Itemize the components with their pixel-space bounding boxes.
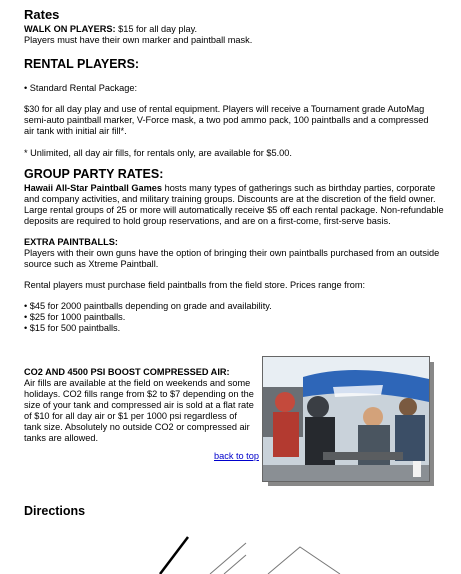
group-description-text: hosts many types of gatherings such as birthday parties, corporate and company activities, and military training groups. Discounts are at the discretion of the field owner. Large rental groups of 25 or more will automatically receive $5 off each rental package. Non-refundable deposits are required to hold group reservations, and are on a first-come, first-serve basis. — [24, 183, 444, 226]
group-heading: GROUP PARTY RATES: — [24, 167, 164, 181]
directions-heading: Directions — [24, 504, 86, 518]
walk-on-label: WALK ON PLAYERS: — [24, 24, 116, 34]
extra-heading: EXTRA PAINTBALLS: — [24, 237, 118, 247]
extra-paintballs-section — [24, 237, 444, 270]
walk-on-price: $15 for all day play. — [115, 24, 198, 34]
list-item: • $45 for 2000 paintballs depending on grade and availability. — [24, 301, 272, 311]
co2-description: Air fills are available at the field on weekends and some holidays. CO2 fills range from $2 to $7 depending on the size of your tank and compressed air is sold at a flat rate of $10 for all day air or $1 per 1000 psi regardless of tank size. Absolutely no outside CO2 or compressed air tanks are allowed. — [24, 378, 254, 443]
list-item: • $25 for 1000 paintballs. — [24, 312, 126, 322]
rental-description: $30 for all day play and use of rental equipment. Players will receive a Tournament grade AutoMag semi-auto paintball marker, V-Force mask, a two pod ammo pack, 100 paintballs and a compressed air tank with initial air fill*. — [24, 104, 429, 136]
list-item: • $15 for 500 paintballs. — [24, 323, 121, 333]
group-description — [24, 183, 444, 227]
photo-illustration — [263, 357, 429, 481]
rates-heading: Rates — [24, 7, 60, 22]
walk-on-note: Players must have their own marker and paintball mask. — [24, 35, 253, 45]
rental-note: * Unlimited, all day air fills, for rentals only, are available for $5.00. — [24, 148, 292, 158]
photo-image — [262, 356, 430, 482]
price-list — [24, 301, 272, 334]
paintball-players-photo — [262, 356, 434, 486]
back-to-top-link[interactable]: back to top — [214, 451, 259, 461]
co2-section — [24, 367, 256, 444]
rental-purchase-note: Rental players must purchase field paintballs from the field store. Prices range from: — [24, 280, 366, 290]
company-name: Hawaii All-Star Paintball Games — [24, 183, 163, 193]
walk-on-section — [24, 24, 444, 46]
co2-heading: CO2 AND 4500 PSI BOOST COMPRESSED AIR: — [24, 367, 230, 377]
rental-package: • Standard Rental Package: — [24, 83, 138, 93]
extra-description: Players with their own guns have the option of bringing their own paintballs purchased from an outside source such as Xtreme Paintball. — [24, 248, 440, 269]
rental-heading: RENTAL PLAYERS: — [24, 57, 140, 71]
directions-map — [150, 535, 350, 574]
